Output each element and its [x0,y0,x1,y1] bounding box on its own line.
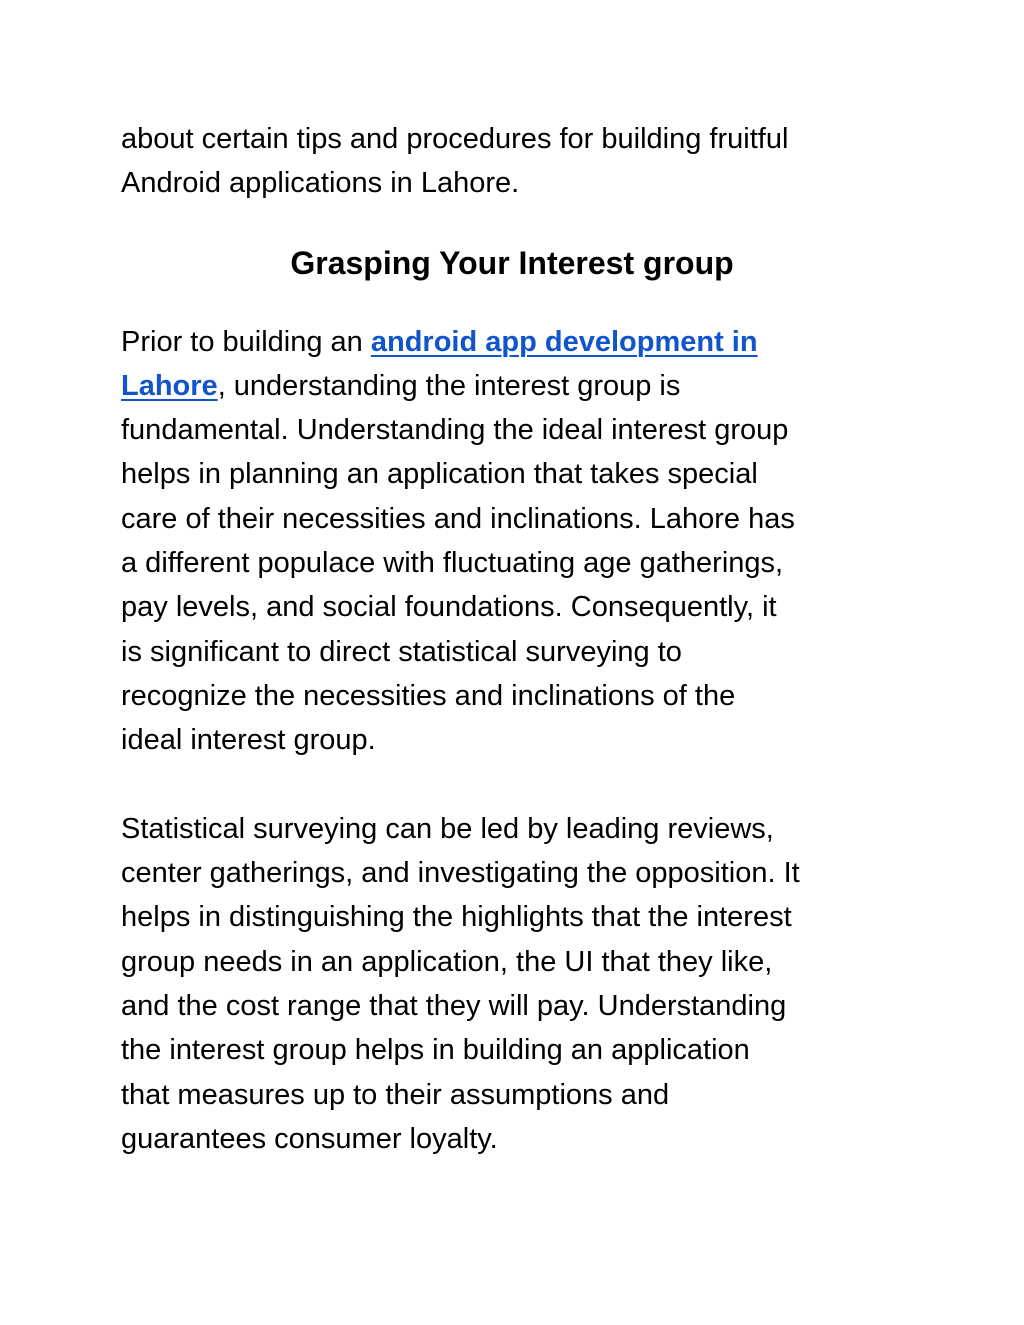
paragraph-1-line-2 [121,364,911,408]
paragraph-2-line: and the cost range that they will pay. Understanding [121,990,787,1023]
android-app-development-link[interactable]: android app development in [370,325,758,358]
paragraph-2-line: group needs in an application, the UI that they like, [121,945,773,978]
paragraph-1-after-link: , understanding the interest group is [217,369,681,402]
paragraph-2-line: Statistical surveying can be led by leading reviews, [121,812,774,845]
intro-line-1: about certain tips and procedures for building fruitful [121,123,789,155]
paragraph-spacer [121,763,911,807]
paragraph-1-line: helps in planning an application that takes special [121,458,758,491]
intro-paragraph [121,117,911,206]
paragraph-1-line: ideal interest group. [121,724,376,757]
paragraph-1-prefix: Prior to building an [121,325,371,358]
intro-line-2: Android applications in Lahore. [121,167,520,200]
paragraph-2 [121,807,911,1161]
paragraph-1-line-1 [121,320,911,364]
paragraph-1-line: a different populace with fluctuating age gatherings, [121,547,784,580]
paragraph-1-line: fundamental. Understanding the ideal interest group [121,414,789,447]
paragraph-1-line: is significant to direct statistical surveying to [121,635,682,668]
paragraph-2-line: guarantees consumer loyalty. [121,1122,498,1155]
section-heading: Grasping Your Interest group [290,244,734,281]
paragraph-2-line: the interest group helps in building an application [121,1034,750,1067]
paragraph-1-line: recognize the necessities and inclinations of the [121,679,736,712]
paragraph-2-line: helps in distinguishing the highlights that the interest [121,901,792,934]
paragraph-1-line: pay levels, and social foundations. Consequently, it [121,591,777,624]
document-page [121,117,911,1161]
android-app-development-link-continued[interactable]: Lahore [121,369,218,402]
paragraph-2-line: that measures up to their assumptions and [121,1078,670,1111]
paragraph-2-line: center gatherings, and investigating the opposition. It [121,857,800,890]
paragraph-1 [121,320,911,763]
paragraph-1-line: care of their necessities and inclinations. Lahore has [121,502,795,535]
